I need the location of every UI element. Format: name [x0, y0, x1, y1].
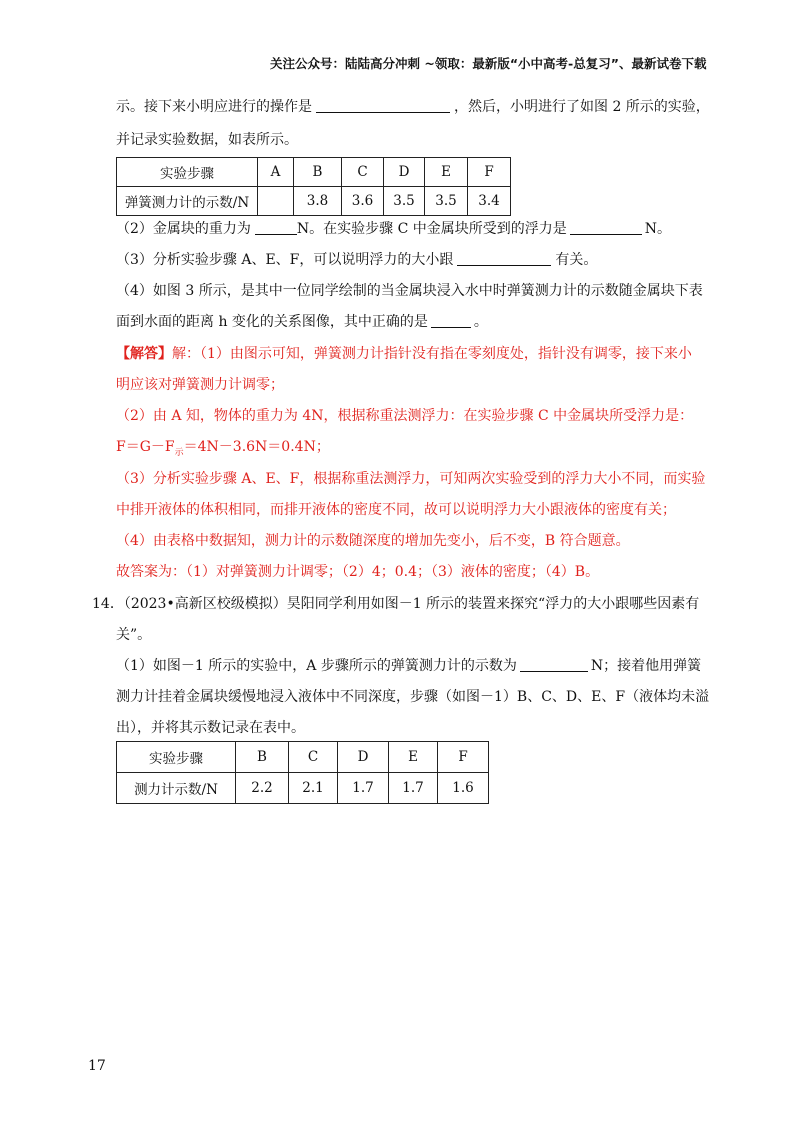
answer-line1 [116, 344, 692, 364]
table-cell: 2.1 [289, 773, 338, 804]
answer-text: 解：（1）由图示可知，弹簧测力计指针没有指在零刻度处，指针没有调零，接下来小 [172, 346, 692, 362]
q13-line2: 并记录实验数据，如表所示。 [116, 132, 298, 148]
table-cell: 实验步骤 [117, 158, 258, 187]
answer-line8: 故答案为：（1）对弹簧测力计调零；（2）4；0.4；（3）液体的密度；（4）B。 [116, 564, 600, 580]
page-number: 17 [88, 1058, 106, 1074]
q13-line1 [116, 97, 710, 117]
table-cell: 1.6 [438, 773, 489, 804]
table-cell: D [338, 742, 389, 773]
answer-blank[interactable] [255, 220, 297, 235]
q13-part2-text-c: N。 [644, 221, 672, 237]
q14-line2: 关”。 [116, 627, 152, 643]
answer-line3: （2）由 A 知，物体的重力为 4N，根据称重法测浮力：在实验步骤 C 中金属块所受浮力是： [116, 408, 694, 424]
table-cell: 3.4 [468, 187, 511, 216]
q13-part3 [116, 250, 597, 270]
q13-part4-line2 [116, 312, 488, 332]
q13-part2 [116, 219, 671, 239]
q13-part4-line1: （4）如图 3 所示，是其中一位同学绘制的当金属块浸入水中时弹簧测力计的示数随金属块下表 [116, 283, 703, 299]
table-cell [258, 187, 294, 216]
q14-part1-text-b: N；接着他用弹簧 [590, 658, 702, 674]
answer-blank[interactable] [570, 220, 642, 235]
formula-subscript: 示 [174, 447, 184, 458]
table-row [117, 773, 489, 804]
table-cell: E [389, 742, 438, 773]
q13-part4-text-b: 。 [473, 314, 488, 330]
q14-part1-line2: 测力计挂着金属块缓慢地浸入液体中不同深度，步骤（如图－1）B、C、D、E、F（液体均未溢 [116, 689, 710, 705]
q13-part3-text-a: （3）分析实验步骤 A、E、F，可以说明浮力的大小跟 [116, 252, 454, 268]
q13-part2-text-a: （2）金属块的重力为 [116, 221, 251, 237]
formula-part-b: ＝4N－3.6N＝0.4N； [183, 439, 330, 455]
answer-line6: 中排开液体的体积相同，而排开液体的密度不同，故可以说明浮力大小跟液体的密度有关； [116, 502, 676, 518]
table-cell: E [425, 158, 468, 187]
q14-line1: 14．（2023•高新区校级模拟）昊阳同学利用如图－1 所示的装置来探究“浮力的大小跟哪些因素有 [92, 596, 700, 612]
q14-part1-line1 [116, 656, 701, 676]
page-header: 关注公众号：陆陆高分冲刺 ~领取：最新版“小中高考-总复习”、最新试卷下载 [270, 56, 707, 71]
table-row [117, 742, 489, 773]
formula-part-a: F＝G－F [116, 439, 175, 455]
answer-line7: （4）由表格中数据知，测力计的示数随深度的增加先变小，后不变，B 符合题意。 [116, 533, 630, 549]
q14-part1-line3: 出），并将其示数记录在表中。 [116, 720, 305, 736]
table-cell: 3.5 [384, 187, 425, 216]
table-cell: 2.2 [236, 773, 289, 804]
q14-data-table [116, 741, 489, 804]
q13-line1-text-b: ，然后，小明进行了如图 2 所示的实验， [454, 99, 710, 115]
table-cell: 3.8 [294, 187, 342, 216]
q13-data-table [116, 157, 511, 216]
table-cell: 1.7 [389, 773, 438, 804]
q13-part4-text-a: 面到水面的距离 h 变化的关系图像，其中正确的是 [116, 314, 428, 330]
table-row [117, 158, 511, 187]
table-cell: 1.7 [338, 773, 389, 804]
table-cell: 3.5 [425, 187, 468, 216]
table-row [117, 187, 511, 216]
table-cell: 3.6 [342, 187, 384, 216]
answer-blank[interactable] [457, 251, 551, 266]
q13-part3-text-b: 有关。 [555, 252, 598, 268]
table-cell: C [289, 742, 338, 773]
table-cell: 弹簧测力计的示数/N [117, 187, 258, 216]
q13-line1-text-a: 示。接下来小明应进行的操作是 [116, 99, 312, 115]
q13-part2-text-b: N。在实验步骤 C 中金属块所受到的浮力是 [296, 221, 567, 237]
answer-blank[interactable] [316, 98, 450, 113]
table-cell: D [384, 158, 425, 187]
table-cell: A [258, 158, 294, 187]
answer-line4 [116, 437, 330, 463]
answer-blank[interactable] [520, 657, 588, 672]
answer-blank[interactable] [431, 313, 471, 328]
answer-line5: （3）分析实验步骤 A、E、F，根据称重法测浮力，可知两次实验受到的浮力大小不同，而实验 [116, 471, 706, 487]
answer-tag: 【解答】 [116, 346, 172, 362]
q14-part1-text-a: （1）如图－1 所示的实验中，A 步骤所示的弹簧测力计的示数为 [116, 658, 517, 674]
answer-line2: 明应该对弹簧测力计调零； [116, 377, 284, 393]
table-cell: 实验步骤 [117, 742, 236, 773]
table-cell: B [294, 158, 342, 187]
table-cell: B [236, 742, 289, 773]
table-cell: F [438, 742, 489, 773]
table-cell: F [468, 158, 511, 187]
table-cell: 测力计示数/N [117, 773, 236, 804]
table-cell: C [342, 158, 384, 187]
